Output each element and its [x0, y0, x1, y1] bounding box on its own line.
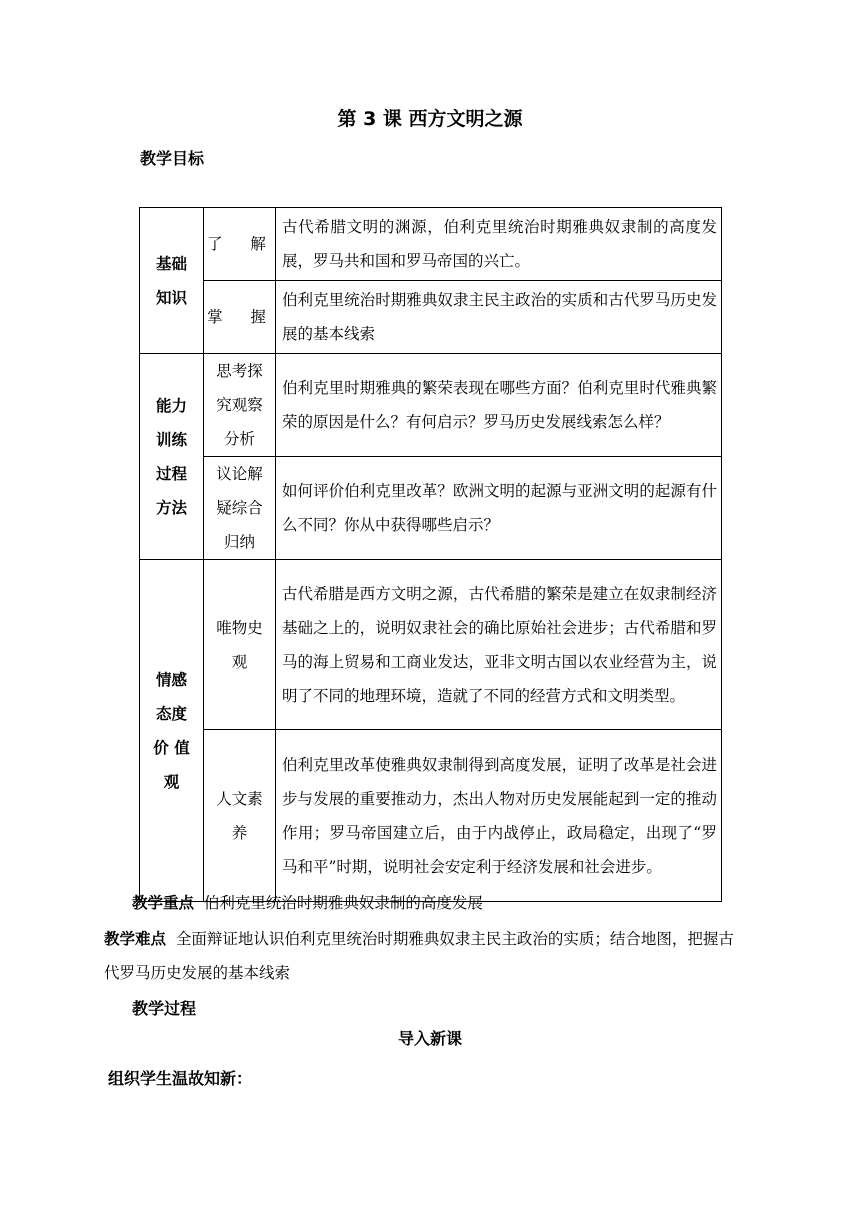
- key-point-label: 教学重点: [132, 894, 195, 912]
- key-point: [132, 886, 732, 920]
- objectives-table: [139, 207, 722, 902]
- sub-think-explore: [204, 354, 276, 457]
- category-line: 基础: [155, 254, 187, 273]
- desc-humanities: 伯利克里改革使雅典奴隶制得到高度发展，证明了改革是社会进步与发展的重要推动力，杰出人物对历史发展能起到一定的推动作用；罗马帝国建立后，由于内战停止，政局稳定，出现了“罗马和平”时期，说明社会安定利于经济发展和社会进步。: [276, 730, 722, 902]
- sub-label: 观: [231, 652, 248, 671]
- sub-label: 养: [231, 823, 248, 842]
- sub-materialism: [204, 560, 276, 730]
- objectives-label: 教学目标: [140, 149, 205, 168]
- sub-label: 议论解: [216, 465, 263, 483]
- sub-label: 人文素: [216, 789, 263, 808]
- category-ability: [140, 354, 204, 560]
- intro-heading: 导入新课: [397, 1029, 462, 1048]
- category-basic-knowledge: [140, 208, 204, 354]
- sub-label: 思考探: [216, 362, 263, 380]
- category-emotion: [140, 560, 204, 902]
- category-line: 方法: [155, 498, 187, 517]
- desc-understand: 古代希腊文明的渊源，伯利克里统治时期雅典奴隶制的高度发展，罗马共和国和罗马帝国的兴亡。: [276, 208, 722, 281]
- category-line: 训练: [155, 430, 187, 449]
- sub-discuss-summarize: [204, 457, 276, 560]
- category-line: 能力: [155, 396, 187, 415]
- category-line: 价 值: [153, 738, 190, 757]
- sub-label: 唯物史: [216, 618, 263, 637]
- difficult-point: [104, 922, 734, 990]
- page-title: 第 3 课 西方文明之源: [337, 108, 523, 130]
- difficult-point-label: 教学难点: [104, 930, 167, 948]
- category-line: 态度: [155, 704, 187, 723]
- sub-label: 了 解: [207, 235, 272, 253]
- desc-discuss-summarize: 如何评价伯利克里改革？欧洲文明的起源与亚洲文明的起源有什么不同？你从中获得哪些启示？: [276, 457, 722, 560]
- sub-label: 归纳: [223, 533, 255, 551]
- category-line: 情感: [155, 670, 187, 689]
- sub-label: 分析: [223, 430, 255, 448]
- review-label: 组织学生温故知新：: [108, 1069, 253, 1088]
- sub-label: 掌 握: [207, 308, 272, 326]
- sub-humanities: [204, 730, 276, 902]
- category-line: 观: [163, 772, 180, 791]
- process-label: 教学过程: [132, 999, 197, 1018]
- desc-materialism: 古代希腊是西方文明之源，古代希腊的繁荣是建立在奴隶制经济基础之上的，说明奴隶社会的确比原始社会进步；古代希腊和罗马的海上贸易和工商业发达，亚非文明古国以农业经营为主，说明了不同的地理环境，造就了不同的经营方式和文明类型。: [276, 560, 722, 730]
- category-line: 过程: [155, 464, 187, 483]
- key-point-text: 伯利克里统治时期雅典奴隶制的高度发展: [203, 894, 483, 912]
- sub-label: 疑综合: [216, 499, 263, 517]
- category-line: 知识: [155, 288, 187, 307]
- desc-think-explore: 伯利克里时期雅典的繁荣表现在哪些方面？伯利克里时代雅典繁荣的原因是什么？有何启示？罗马历史发展线索怎么样？: [276, 354, 722, 457]
- difficult-point-text: 全面辩证地认识伯利克里统治时期雅典奴隶主民主政治的实质；结合地图，把握古代罗马历史发展的基本线索: [104, 930, 734, 982]
- sub-master: [204, 281, 276, 354]
- sub-label: 究观察: [216, 396, 263, 414]
- desc-master: 伯利克里统治时期雅典奴隶主民主政治的实质和古代罗马历史发展的基本线索: [276, 281, 722, 354]
- sub-understand: [204, 208, 276, 281]
